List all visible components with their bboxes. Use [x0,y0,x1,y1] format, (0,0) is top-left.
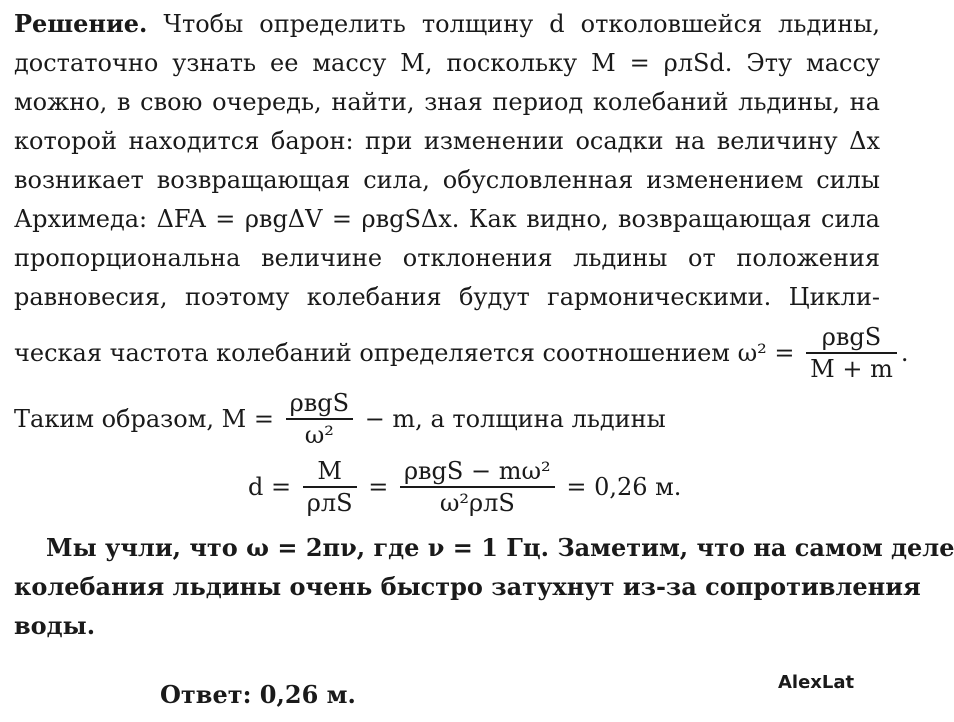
text-line-4: которой находится барон: при изменении осадки на величину Δx [14,127,880,155]
text-line-1: Решение. Чтобы определить толщину d отколовшейся льдины, [14,9,880,38]
fraction-expanded: $\frac{\text{ρвgS − mω²}}{\text{ω²ρлS}}$ [400,456,555,518]
solution-heading: Решение. [14,9,148,38]
text-line-2: достаточно узнать ее массу M, поскольку M = ρлSd. Эту массу [14,49,880,77]
answer-line: Ответ: 0,26 м. [160,680,356,709]
watermark-signature: AlexLat [778,672,855,693]
text-line-7: пропорциональна величине отклонения льдины от положения [14,244,880,272]
text-line-3: можно, в свою очередь, найти, зная период колебаний льдины, на [14,88,880,116]
fraction-m-over-rho-s: $\frac{M}{\text{ρлS}}$ [303,456,357,518]
omega-squared-fraction: $\frac{\text{ρвgS}}{M + m}$ [806,322,897,384]
text-line-5: возникает возвращающая сила, обусловленная изменением силы [14,166,880,194]
text-line-13: колебания льдины очень быстро затухнут из-за сопротивления [14,572,921,601]
text-line-12: Мы учли, что ω = 2πν, где ν = 1 Гц. Заметим, что на самом деле [46,533,954,562]
mass-fraction: $\frac{\text{ρвgS}}{\text{ω²}}$ [286,388,353,450]
text-line-9: ческая частота колебаний определяется соотношением ω² = $\frac{\text{ρвgS}}{M + m}$ . [14,323,909,383]
text-line-10: Таким образом, M = $\frac{\text{ρвgS}}{\text{ω²}}$ − m, а толщина льдины [14,389,666,449]
text-line-6: Архимеда: ΔFA = ρвgΔV = ρвgSΔx. Как видно, возвращающая сила [14,205,880,233]
thickness-equation: d = $\frac{M}{\text{ρлS}}$ = $\frac{\text{ρвgS − mω²}}{\text{ω²ρлS}}$ = 0,26 м. [248,457,682,517]
text-line-14: воды. [14,611,96,640]
text-line-8: равновесия, поэтому колебания будут гармоническими. Цикли- [14,283,880,311]
